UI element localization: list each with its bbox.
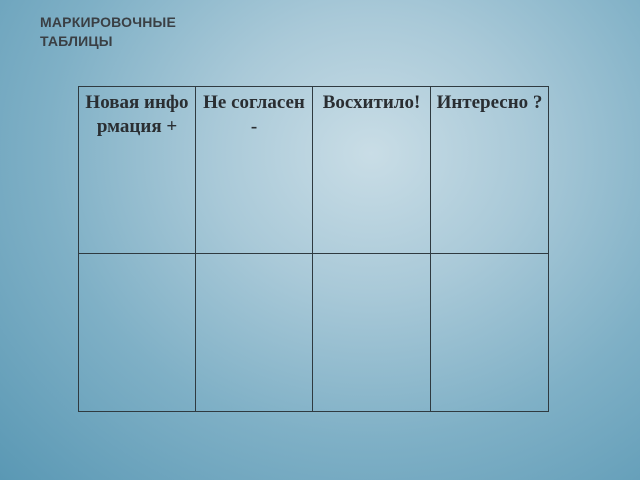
table-cell-interesting[interactable] xyxy=(431,254,549,412)
slide-title-line-1: МАРКИРОВОЧНЫЕ xyxy=(40,14,177,30)
table-cell-delighted[interactable] xyxy=(313,254,431,412)
header-delighted-label: Восхитило! xyxy=(322,92,421,113)
header-interesting-label: Интересно ? xyxy=(436,92,543,113)
header-interesting xyxy=(431,87,549,254)
table-cell-disagree[interactable] xyxy=(196,254,313,412)
table-row xyxy=(79,254,549,412)
slide-title xyxy=(40,13,240,51)
header-delighted xyxy=(313,87,431,254)
table-cell-new-information[interactable] xyxy=(79,254,196,412)
table-header-row xyxy=(79,87,549,254)
header-disagree xyxy=(196,87,313,254)
slide-title-line-2: ТАБЛИЦЫ xyxy=(40,33,113,49)
header-new-information xyxy=(79,87,196,254)
header-disagree-label: Не согласен - xyxy=(203,92,305,137)
header-new-information-label: Новая информация + xyxy=(85,92,189,137)
marking-table xyxy=(78,86,549,412)
